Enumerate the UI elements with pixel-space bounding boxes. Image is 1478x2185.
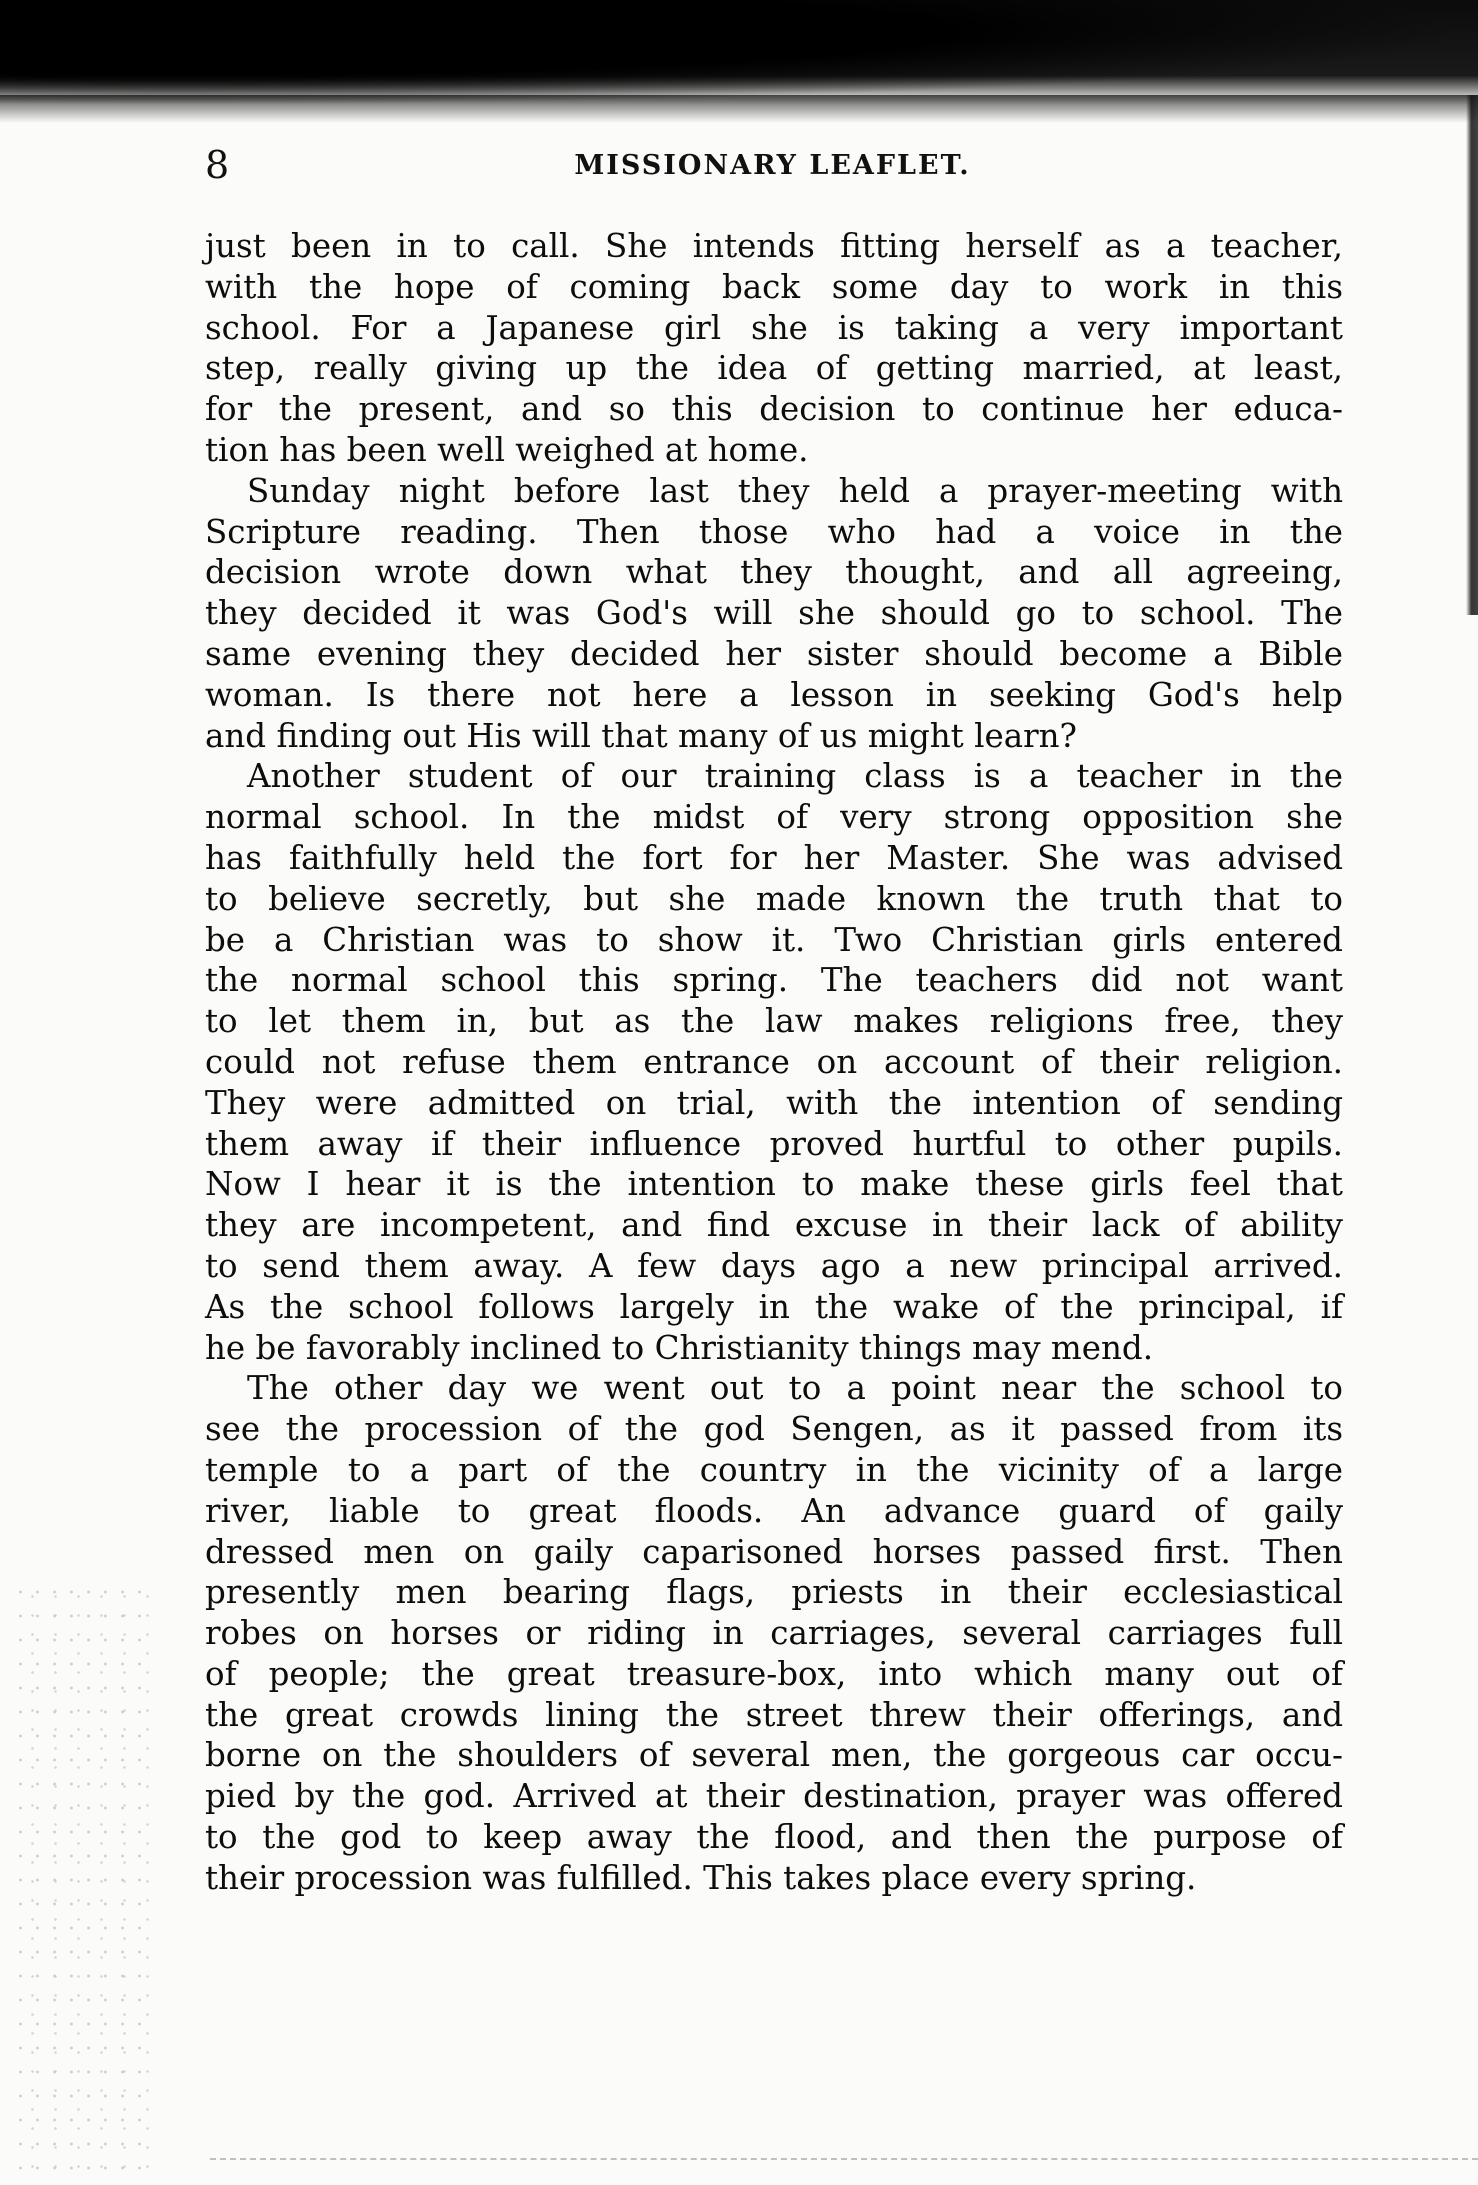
text-line: Sunday night before last they held a prayer-meeting with: [247, 471, 1343, 510]
text-line: pied by the god. Arrived at their destination, prayer was offered: [205, 1777, 1343, 1816]
text-line: robes on horses or riding in carriages, several carriages full: [205, 1614, 1343, 1653]
text-line: he be favorably inclined to Christianity things may mend.: [205, 1328, 1154, 1367]
dark-scan-border: [0, 0, 1478, 105]
page-number: 8: [205, 143, 230, 187]
text-line: be a Christian was to show it. Two Christian girls entered: [205, 920, 1343, 959]
text-line: them away if their influence proved hurtful to other pupils.: [205, 1124, 1343, 1163]
text-line: to the god to keep away the flood, and then the purpose of: [205, 1818, 1343, 1857]
text-line: to believe secretly, but she made known the truth that to: [205, 879, 1343, 918]
text-line: their procession was fulfilled. This takes place every spring.: [205, 1858, 1197, 1897]
text-line: Now I hear it is the intention to make these girls feel that: [205, 1165, 1343, 1204]
text-line: temple to a part of the country in the vicinity of a large: [205, 1450, 1343, 1489]
text-line: with the hope of coming back some day to work in this: [205, 267, 1343, 306]
text-line: Scripture reading. Then those who had a voice in the: [205, 512, 1343, 551]
text-line: has faithfully held the fort for her Master. She was advised: [205, 838, 1343, 877]
text-line: normal school. In the midst of very strong opposition she: [205, 798, 1343, 837]
text-line: woman. Is there not here a lesson in seeking God's help: [205, 675, 1343, 714]
text-line: see the procession of the god Sengen, as it passed from its: [205, 1410, 1343, 1449]
running-head: [205, 145, 1340, 193]
text-line: step, really giving up the idea of getting married, at least,: [205, 349, 1343, 388]
body-text: [205, 226, 1343, 1899]
text-line: presently men bearing flags, priests in their ecclesiastical: [205, 1573, 1343, 1612]
text-line: of people; the great treasure-box, into which many out of: [205, 1654, 1343, 1693]
bottom-scan-rule: [210, 2158, 1478, 2160]
text-line: same evening they decided her sister should become a Bible: [205, 634, 1343, 673]
text-line: As the school follows largely in the wake of the principal, if: [205, 1287, 1343, 1326]
text-line: just been in to call. She intends fitting herself as a teacher,: [205, 227, 1343, 265]
scan-noise: [12, 1580, 152, 2180]
right-scan-border: [1466, 95, 1478, 615]
text-line: to send them away. A few days ago a new principal arrived.: [205, 1246, 1343, 1285]
text-line: dressed men on gaily caparisoned horses passed first. Then: [205, 1532, 1343, 1571]
text-line: Another student of our training class is a teacher in the: [247, 757, 1343, 796]
text-line: they are incompetent, and find excuse in their lack of ability: [205, 1206, 1343, 1245]
text-line: river, liable to great floods. An advance guard of gaily: [205, 1491, 1343, 1530]
text-line: school. For a Japanese girl she is taking a very important: [205, 308, 1343, 347]
leaflet-title: MISSIONARY LEAFLET.: [574, 150, 971, 181]
text-line: they decided it was God's will she should go to school. The: [205, 594, 1343, 633]
text-line: for the present, and so this decision to continue her educa-: [205, 390, 1343, 429]
text-line: the normal school this spring. The teachers did not want: [205, 961, 1343, 1000]
text-line: decision wrote down what they thought, and all agreeing,: [205, 553, 1343, 592]
text-line: could not refuse them entrance on account of their religion.: [205, 1042, 1343, 1081]
text-line: borne on the shoulders of several men, the gorgeous car occu-: [205, 1736, 1343, 1775]
text-line: and finding out His will that many of us might learn?: [205, 716, 1077, 755]
text-line: The other day we went out to a point near the school to: [247, 1369, 1343, 1408]
text-line: to let them in, but as the law makes religions free, they: [205, 1002, 1343, 1041]
text-line: tion has been well weighed at home.: [205, 430, 809, 469]
text-line: the great crowds lining the street threw their offerings, and: [205, 1695, 1343, 1734]
text-line: They were admitted on trial, with the intention of sending: [205, 1083, 1343, 1122]
